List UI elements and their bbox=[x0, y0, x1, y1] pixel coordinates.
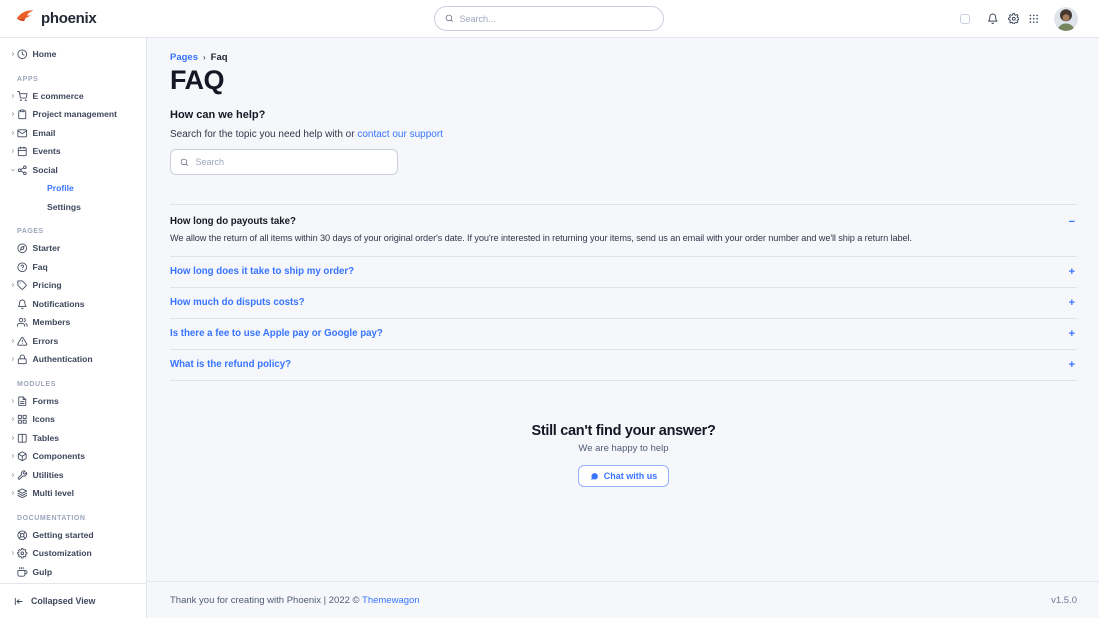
chevron-right-icon bbox=[8, 51, 17, 57]
sidebar-item-label: Notifications bbox=[32, 298, 85, 309]
footer-credit: Thank you for creating with Phoenix | 2022 © Themewagon bbox=[170, 594, 420, 606]
gear-icon[interactable] bbox=[1003, 13, 1024, 25]
compass-icon bbox=[17, 243, 28, 254]
chevron-right-icon bbox=[8, 130, 17, 136]
bell-icon[interactable] bbox=[983, 13, 1004, 25]
chevron-right-icon bbox=[8, 490, 17, 496]
sidebar-item-pricing[interactable] bbox=[0, 276, 146, 295]
collapsed-view-label: Collapsed View bbox=[31, 596, 96, 606]
sidebar-item-label: Starter bbox=[32, 243, 61, 254]
clipboard-icon bbox=[17, 109, 28, 120]
bell-icon bbox=[17, 299, 28, 310]
sidebar-nav bbox=[0, 38, 146, 583]
top-navbar bbox=[0, 0, 1099, 38]
users-icon bbox=[17, 317, 28, 328]
sidebar bbox=[0, 38, 147, 618]
sidebar-item-email[interactable] bbox=[0, 124, 146, 143]
expand-plus-icon[interactable]: + bbox=[1068, 266, 1075, 278]
sidebar-item-label: Home bbox=[32, 49, 57, 60]
expand-plus-icon[interactable]: + bbox=[1068, 359, 1075, 371]
collapse-minus-icon[interactable]: − bbox=[1068, 216, 1075, 228]
sidebar-item-errors[interactable] bbox=[0, 332, 146, 351]
lock-icon bbox=[17, 354, 28, 365]
expand-plus-icon[interactable]: + bbox=[1068, 328, 1075, 340]
sidebar-item-label: Faq bbox=[32, 261, 48, 272]
faq-question[interactable]: Is there a fee to use Apple pay or Google pay? bbox=[170, 328, 383, 339]
faq-item-how-much-do-disputs-costs[interactable] bbox=[170, 288, 1077, 319]
cart-icon bbox=[17, 91, 28, 102]
faq-question[interactable]: What is the refund policy? bbox=[170, 359, 292, 370]
sidebar-item-getting-started[interactable] bbox=[0, 526, 146, 545]
page-title: FAQ bbox=[170, 65, 225, 95]
sidebar-item-label: E commerce bbox=[32, 90, 84, 101]
columns-icon bbox=[17, 433, 28, 444]
faq-question[interactable]: How long do payouts take? bbox=[170, 216, 296, 227]
sidebar-section-label-modules: MODULES bbox=[17, 380, 56, 388]
sidebar-item-label: Getting started bbox=[32, 529, 94, 540]
sidebar-item-label: Tables bbox=[32, 432, 60, 443]
sidebar-item-label: Events bbox=[32, 146, 61, 157]
sidebar-item-events[interactable] bbox=[0, 142, 146, 161]
faq-question[interactable]: How long does it take to ship my order? bbox=[170, 266, 355, 277]
sidebar-item-notifications[interactable] bbox=[0, 295, 146, 314]
chat-with-us-button[interactable] bbox=[578, 465, 670, 487]
sidebar-item-label: Authentication bbox=[32, 354, 93, 365]
chevron-right-icon bbox=[8, 550, 17, 556]
sidebar-item-home[interactable] bbox=[0, 45, 146, 64]
sidebar-item-label: Components bbox=[32, 451, 86, 462]
app-version: v1.5.0 bbox=[1051, 594, 1077, 606]
faq-answer: We allow the return of all items within 30 days of your original order's date. If you're interested in returning your items, send us an email with your order number and we'll ship a return label. bbox=[170, 233, 912, 243]
chevron-right-icon bbox=[8, 398, 17, 404]
cta-title: Still can't find your answer? bbox=[531, 423, 716, 439]
sidebar-item-icons[interactable] bbox=[0, 410, 146, 429]
faq-item-is-there-a-fee-to-use-apple-pay-or-google-pay[interactable] bbox=[170, 319, 1077, 350]
collapse-left-icon bbox=[13, 596, 24, 607]
search-icon bbox=[445, 14, 454, 23]
main-content bbox=[147, 38, 1099, 618]
sidebar-subitem-profile[interactable]: Profile bbox=[47, 183, 74, 194]
chevron-right-icon bbox=[8, 356, 17, 362]
phoenix-logo-icon bbox=[16, 8, 35, 29]
sidebar-item-label: Multi level bbox=[32, 488, 75, 499]
header-search-input[interactable] bbox=[460, 14, 654, 24]
sidebar-item-starter[interactable] bbox=[0, 239, 146, 258]
chat-button-label: Chat with us bbox=[603, 471, 658, 481]
mail-icon bbox=[17, 128, 28, 139]
faq-accordion bbox=[170, 204, 1077, 381]
tag-icon bbox=[17, 280, 28, 291]
apps-grid-icon[interactable] bbox=[1024, 13, 1045, 25]
breadcrumb-item-faq: Faq bbox=[210, 52, 228, 63]
coffee-icon bbox=[17, 567, 28, 578]
sidebar-item-multi-level[interactable] bbox=[0, 484, 146, 503]
grid-icon bbox=[17, 414, 28, 425]
sidebar-item-label: Project management bbox=[32, 109, 118, 120]
faq-item-how-long-does-it-take-to-ship-my-order[interactable] bbox=[170, 257, 1077, 288]
tool-icon bbox=[17, 470, 28, 481]
sidebar-item-forms[interactable] bbox=[0, 392, 146, 411]
breadcrumb-item-pages[interactable]: Pages bbox=[170, 52, 198, 63]
themewagon-link[interactable]: Themewagon bbox=[362, 594, 420, 606]
footer bbox=[147, 581, 1099, 618]
cta-section bbox=[170, 423, 1077, 487]
sidebar-item-members[interactable] bbox=[0, 313, 146, 332]
help-heading: How can we help? bbox=[170, 109, 266, 121]
help-circle-icon bbox=[17, 262, 28, 273]
sidebar-item-utilities[interactable] bbox=[0, 466, 146, 485]
layers-icon bbox=[17, 488, 28, 499]
faq-item-what-is-the-refund-policy[interactable] bbox=[170, 350, 1077, 381]
sidebar-section-label-apps: APPS bbox=[17, 75, 39, 83]
sidebar-item-customization[interactable] bbox=[0, 544, 146, 563]
file-text-icon bbox=[17, 396, 28, 407]
sidebar-item-label: Email bbox=[32, 127, 56, 138]
chevron-right-icon bbox=[8, 93, 17, 99]
chevron-right-icon bbox=[8, 472, 17, 478]
header-search[interactable] bbox=[434, 6, 664, 31]
sidebar-item-label: Utilities bbox=[32, 469, 64, 480]
sidebar-item-gulp[interactable] bbox=[0, 563, 146, 582]
sidebar-item-e-commerce[interactable] bbox=[0, 87, 146, 106]
collapsed-view-button[interactable] bbox=[0, 583, 146, 618]
sidebar-item-label: Social bbox=[32, 164, 58, 175]
search-icon bbox=[180, 158, 189, 167]
sidebar-item-tables[interactable] bbox=[0, 429, 146, 448]
chevron-right-icon bbox=[8, 435, 17, 441]
theme-toggle[interactable] bbox=[960, 14, 970, 24]
phoenix-logo[interactable] bbox=[16, 0, 96, 37]
clock-icon bbox=[17, 49, 28, 60]
share-icon bbox=[17, 165, 28, 176]
sidebar-item-label: Customization bbox=[32, 548, 92, 559]
settings-icon bbox=[17, 548, 28, 559]
sidebar-item-authentication[interactable] bbox=[0, 350, 146, 369]
sidebar-section-label-documentation: DOCUMENTATION bbox=[17, 514, 86, 522]
sidebar-section-label-pages: PAGES bbox=[17, 228, 44, 235]
sidebar-item-project-management[interactable] bbox=[0, 105, 146, 124]
faq-search-input[interactable] bbox=[196, 157, 389, 167]
life-buoy-icon bbox=[17, 530, 28, 541]
chevron-right-icon bbox=[8, 416, 17, 422]
sidebar-item-label: Errors bbox=[32, 335, 59, 346]
faq-search[interactable] bbox=[170, 149, 398, 175]
chevron-right-icon bbox=[8, 338, 17, 344]
sidebar-item-components[interactable] bbox=[0, 447, 146, 466]
sidebar-item-label: Pricing bbox=[32, 280, 62, 291]
sidebar-subitem-settings[interactable]: Settings bbox=[47, 201, 81, 212]
chevron-down-icon bbox=[8, 167, 17, 173]
chevron-right-icon bbox=[8, 111, 17, 117]
faq-item-how-long-do-payouts-take bbox=[170, 205, 1077, 257]
sidebar-item-label: Gulp bbox=[32, 566, 53, 577]
faq-question[interactable]: How much do disputs costs? bbox=[170, 297, 305, 308]
chevron-right-icon bbox=[8, 148, 17, 154]
expand-plus-icon[interactable]: + bbox=[1068, 297, 1075, 309]
package-icon bbox=[17, 451, 28, 462]
breadcrumb bbox=[170, 52, 1077, 63]
sidebar-item-label: Icons bbox=[32, 414, 55, 425]
breadcrumb-separator: › bbox=[203, 53, 206, 62]
chevron-right-icon bbox=[8, 282, 17, 288]
chat-bubble-icon bbox=[590, 472, 599, 481]
sidebar-item-faq[interactable] bbox=[0, 258, 146, 277]
contact-support-link[interactable]: contact our support bbox=[357, 129, 443, 140]
brand-name: phoenix bbox=[41, 10, 97, 27]
sidebar-item-label: Forms bbox=[32, 395, 59, 406]
sidebar-item-label: Members bbox=[32, 317, 71, 328]
header-actions bbox=[960, 0, 1079, 37]
avatar[interactable] bbox=[1054, 7, 1078, 31]
sidebar-item-social[interactable] bbox=[0, 161, 146, 180]
chevron-right-icon bbox=[8, 453, 17, 459]
alert-triangle-icon bbox=[17, 336, 28, 347]
help-text: Search for the topic you need help with or contact our support bbox=[170, 129, 443, 140]
calendar-icon bbox=[17, 146, 28, 157]
cta-subtitle: We are happy to help bbox=[578, 443, 669, 454]
